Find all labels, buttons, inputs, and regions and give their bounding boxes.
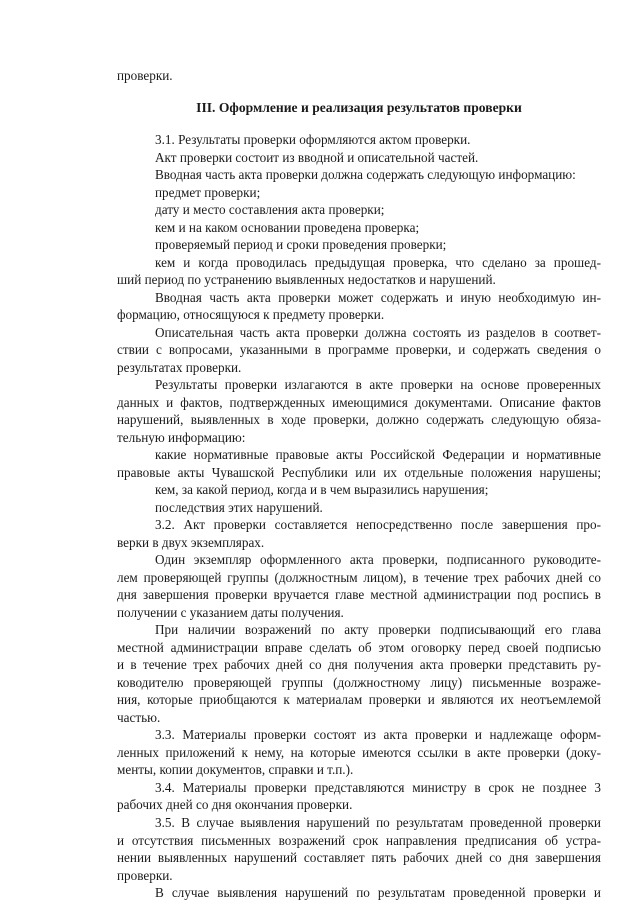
text-line: Результаты проверки излагаются в акте проверки на основе проверенных: [155, 377, 601, 393]
text-line: ководителю проверяющей группы (должностному лицу) письменные возраже-: [117, 674, 601, 690]
text-line: дня завершения проверки вручается главе местной администрации под роспись в: [117, 587, 601, 603]
text-line: рабочих дней со дня окончания проверки.: [117, 797, 353, 813]
text-line: проверяемый период и сроки проведения проверки;: [155, 237, 447, 253]
text-line: данных и фактов, подтвержденных имеющимися документами. Описание фактов: [117, 394, 601, 410]
text-line: нарушений, выявленных в ходе проверки, должно содержать следующую обяза-: [117, 412, 601, 428]
text-line: тельную информацию:: [117, 429, 246, 445]
text-line: получении с указанием даты получения.: [117, 604, 344, 620]
text-line: 3.1. Результаты проверки оформляются актом проверки.: [155, 132, 471, 147]
text-line: менты, копии документов, справки и т.п.).: [117, 762, 354, 778]
text-line: верки в двух экземплярах.: [117, 534, 265, 550]
text-line: формацию, относящуюся к предмету проверки.: [117, 307, 385, 323]
text-line: какие нормативные правовые акты Российской Федерации и нормативные: [155, 447, 601, 463]
text-line: проверки.: [117, 867, 173, 883]
text-line: 3.3. Материалы проверки состоят из акта проверки и надлежаще оформ-: [155, 727, 601, 743]
text-line: ствии с вопросами, указанными в программе проверки, и содержать сведения о: [117, 342, 601, 358]
text-line: местной администрации вправе сделать об этом оговорку перед своей подписью: [117, 639, 601, 655]
text-line: нении выявленных нарушений составляет пять рабочих дней со дня завершения: [117, 850, 601, 865]
text-line: предмет проверки;: [155, 184, 261, 200]
text-line: кем и когда проводилась предыдущая проверка, что сделано за прошед-: [155, 254, 601, 270]
text-line: Акт проверки состоит из вводной и описательной частей.: [155, 149, 479, 165]
text-line: правовые акты Чувашской Республики или их отдельные положения нарушены;: [117, 464, 601, 480]
text-line: кем и на каком основании проведена проверка;: [155, 219, 420, 235]
text-line: 3.4. Материалы проверки представляются министру в срок не позднее 3: [155, 779, 601, 795]
text-line: 3.2. Акт проверки составляется непосредственно после завершения про-: [155, 517, 601, 533]
section-heading: III. Оформление и реализация результатов проверки: [196, 100, 522, 115]
text-line: лем проверяющей группы (должностным лицом), в течение трех рабочих дней со: [117, 569, 601, 585]
text-line: Описательная часть акта проверки должна состоять из разделов в соответ-: [155, 324, 601, 340]
text-line: ленных приложений к нему, на которые имеются ссылки в акте проверки (доку-: [117, 744, 601, 760]
text-line: 3.5. В случае выявления нарушений по результатам проведенной проверки: [155, 815, 601, 830]
text-line: Вводная часть акта проверки должна содержать следующую информацию:: [155, 167, 576, 182]
text-line: результатах проверки.: [117, 359, 242, 375]
text-line: и в течение трех рабочих дней со дня получения акта проверки представить ру-: [117, 657, 601, 673]
text-line: Один экземпляр оформленного акта проверки, подписанного руководите-: [155, 552, 601, 568]
text-line: дату и место составления акта проверки;: [155, 202, 385, 217]
text-line: и отсутствия письменных возражений срок направления предписания об устра-: [117, 832, 601, 848]
text-line: последствия этих нарушений.: [155, 499, 323, 515]
text-line: частью.: [117, 709, 161, 725]
text-line: При наличии возражений по акту проверки подписывающий его глава: [155, 622, 601, 638]
text-line: ший период по устранению выявленных недостатков и нарушений.: [117, 272, 496, 288]
text-line: кем, за какой период, когда и в чем выразились нарушения;: [155, 482, 489, 498]
text-line: ния, которые приобщаются к материалам проверки и являются их неотъемлемой: [117, 692, 601, 708]
text-line: проверки.: [117, 68, 173, 83]
text-line: Вводная часть акта проверки может содержать и иную необходимую ин-: [155, 289, 601, 305]
text-line: В случае выявления нарушений по результатам проведенной проверки и: [155, 885, 601, 900]
